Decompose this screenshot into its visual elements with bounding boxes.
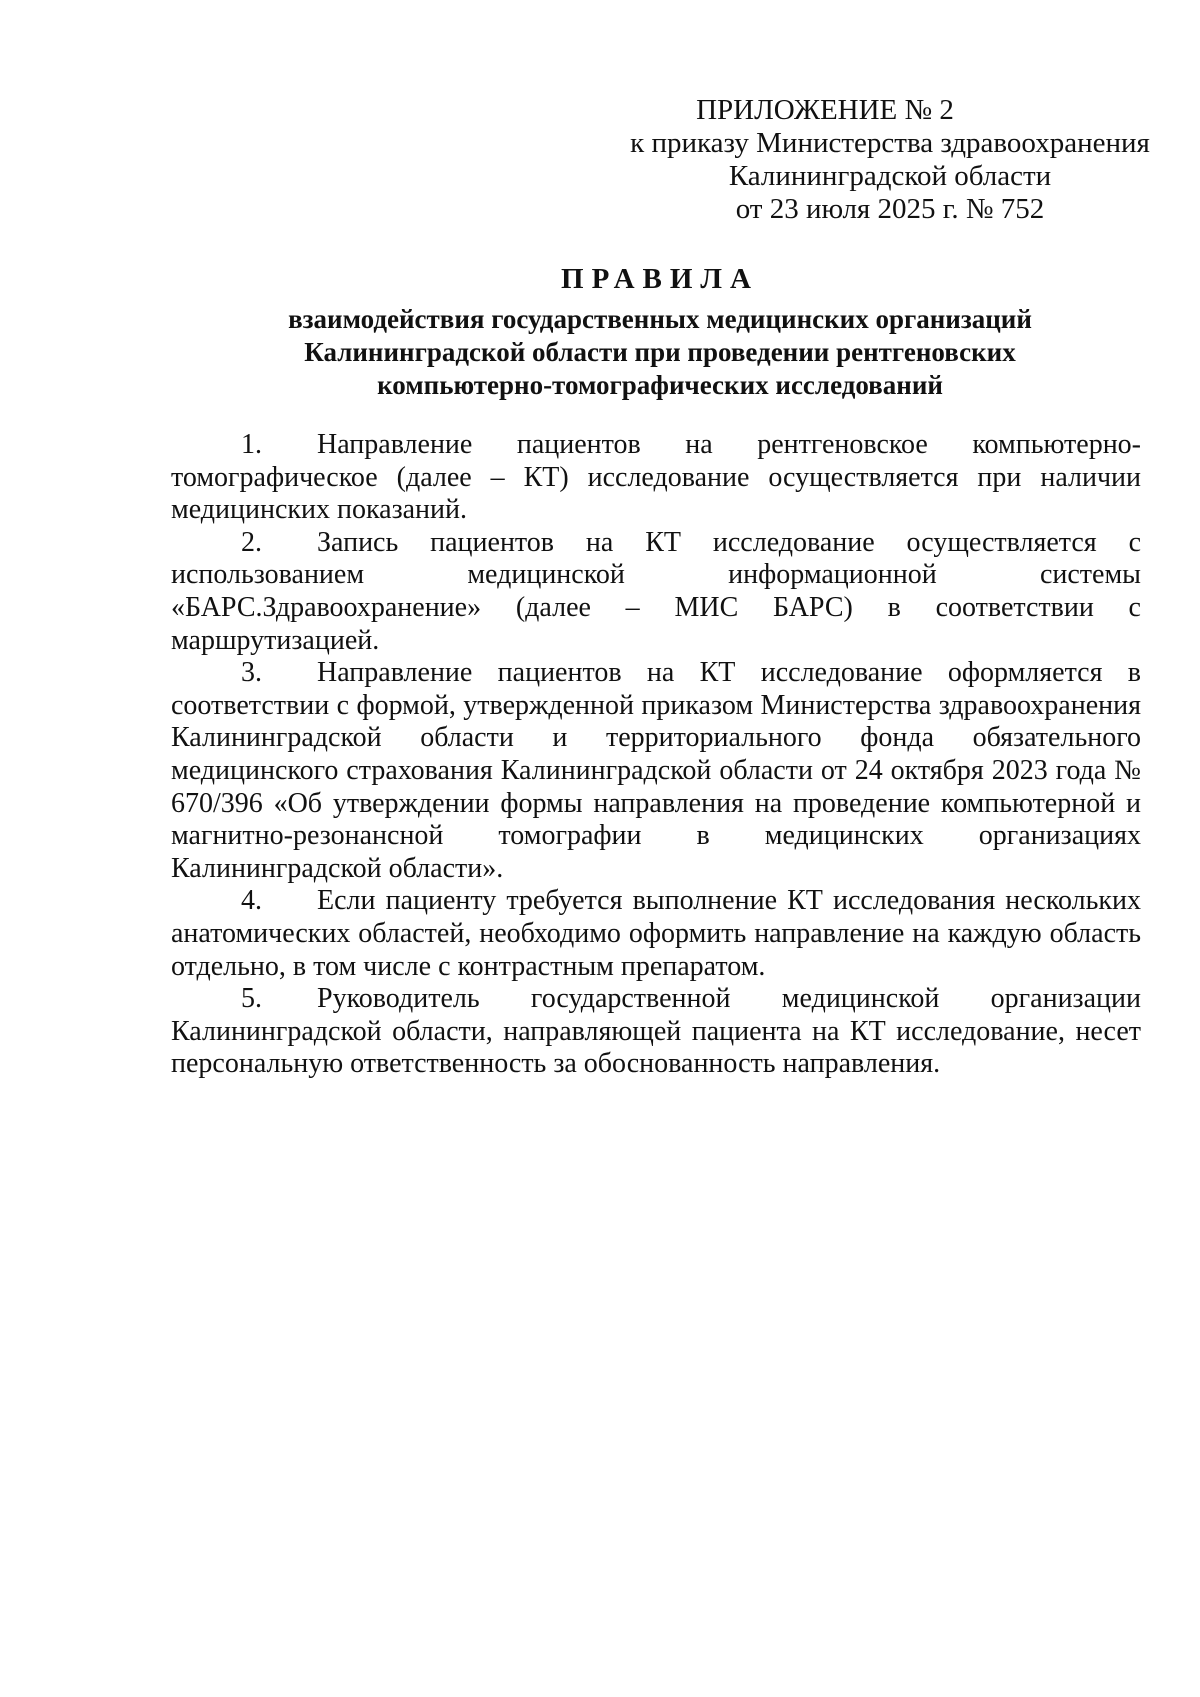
- appendix-number: ПРИЛОЖЕНИЕ № 2: [696, 94, 954, 126]
- paragraph-number: 4.: [241, 885, 262, 917]
- paragraph-text: Руководитель государственной медицинской организации Калининградской области, направляющей пациента на КТ исследование, несет персональную ответственность за обоснованность направления.: [171, 983, 1141, 1080]
- title-subtitle-line-1: взаимодействия государственных медицинских организаций: [288, 304, 1032, 334]
- appendix-order-reference: к приказу Министерства здравоохранения: [630, 127, 1150, 159]
- title-main: ПРАВИЛА: [561, 263, 759, 295]
- title-subtitle-line-2: Калининградской области при проведении рентгеновских: [304, 337, 1016, 367]
- document-title: [160, 262, 1160, 402]
- paragraph-text: Если пациенту требуется выполнение КТ исследования нескольких анатомических областей, необходимо оформить направление на каждую область отдельно, в том числе с контрастным препаратом.: [171, 885, 1141, 982]
- paragraph-5: [171, 983, 1141, 1081]
- title-subtitle-line-3: компьютерно-томографических исследований: [377, 370, 943, 400]
- paragraph-4: [171, 885, 1141, 983]
- paragraph-text: Запись пациентов на КТ исследование осуществляется с использованием медицинской информационной системы «БАРС.Здравоохранение» (далее – МИС БАРС) в соответствии с маршрутизацией.: [171, 526, 1141, 656]
- paragraph-2: [171, 527, 1141, 657]
- paragraph-number: 3.: [241, 657, 262, 689]
- paragraph-3: [171, 657, 1141, 885]
- appendix-header: [620, 94, 1160, 226]
- paragraph-1: [171, 429, 1141, 527]
- appendix-date-number: от 23 июля 2025 г. № 752: [735, 193, 1045, 225]
- paragraph-text: Направление пациентов на КТ исследование оформляется в соответствии с формой, утвержденной приказом Министерства здравоохранения Калининградской области и территориального фонда обязательного медицинского страхования Калининградской области от 24 октября 2023 года № 670/396 «Об утверждении формы направления на проведение компьютерной и магнитно-резонансной томографии в медицинских организациях Калининградской области».: [171, 657, 1141, 884]
- appendix-region: Калининградской области: [728, 160, 1052, 192]
- paragraph-number: 5.: [241, 983, 262, 1015]
- paragraph-number: 1.: [241, 429, 262, 460]
- paragraph-number: 2.: [241, 526, 262, 558]
- document-body: [171, 429, 1141, 1081]
- paragraph-text: Направление пациентов на рентгеновское компьютерно-томографическое (далее – КТ) исследование осуществляется при наличии медицинских показаний.: [171, 429, 1141, 526]
